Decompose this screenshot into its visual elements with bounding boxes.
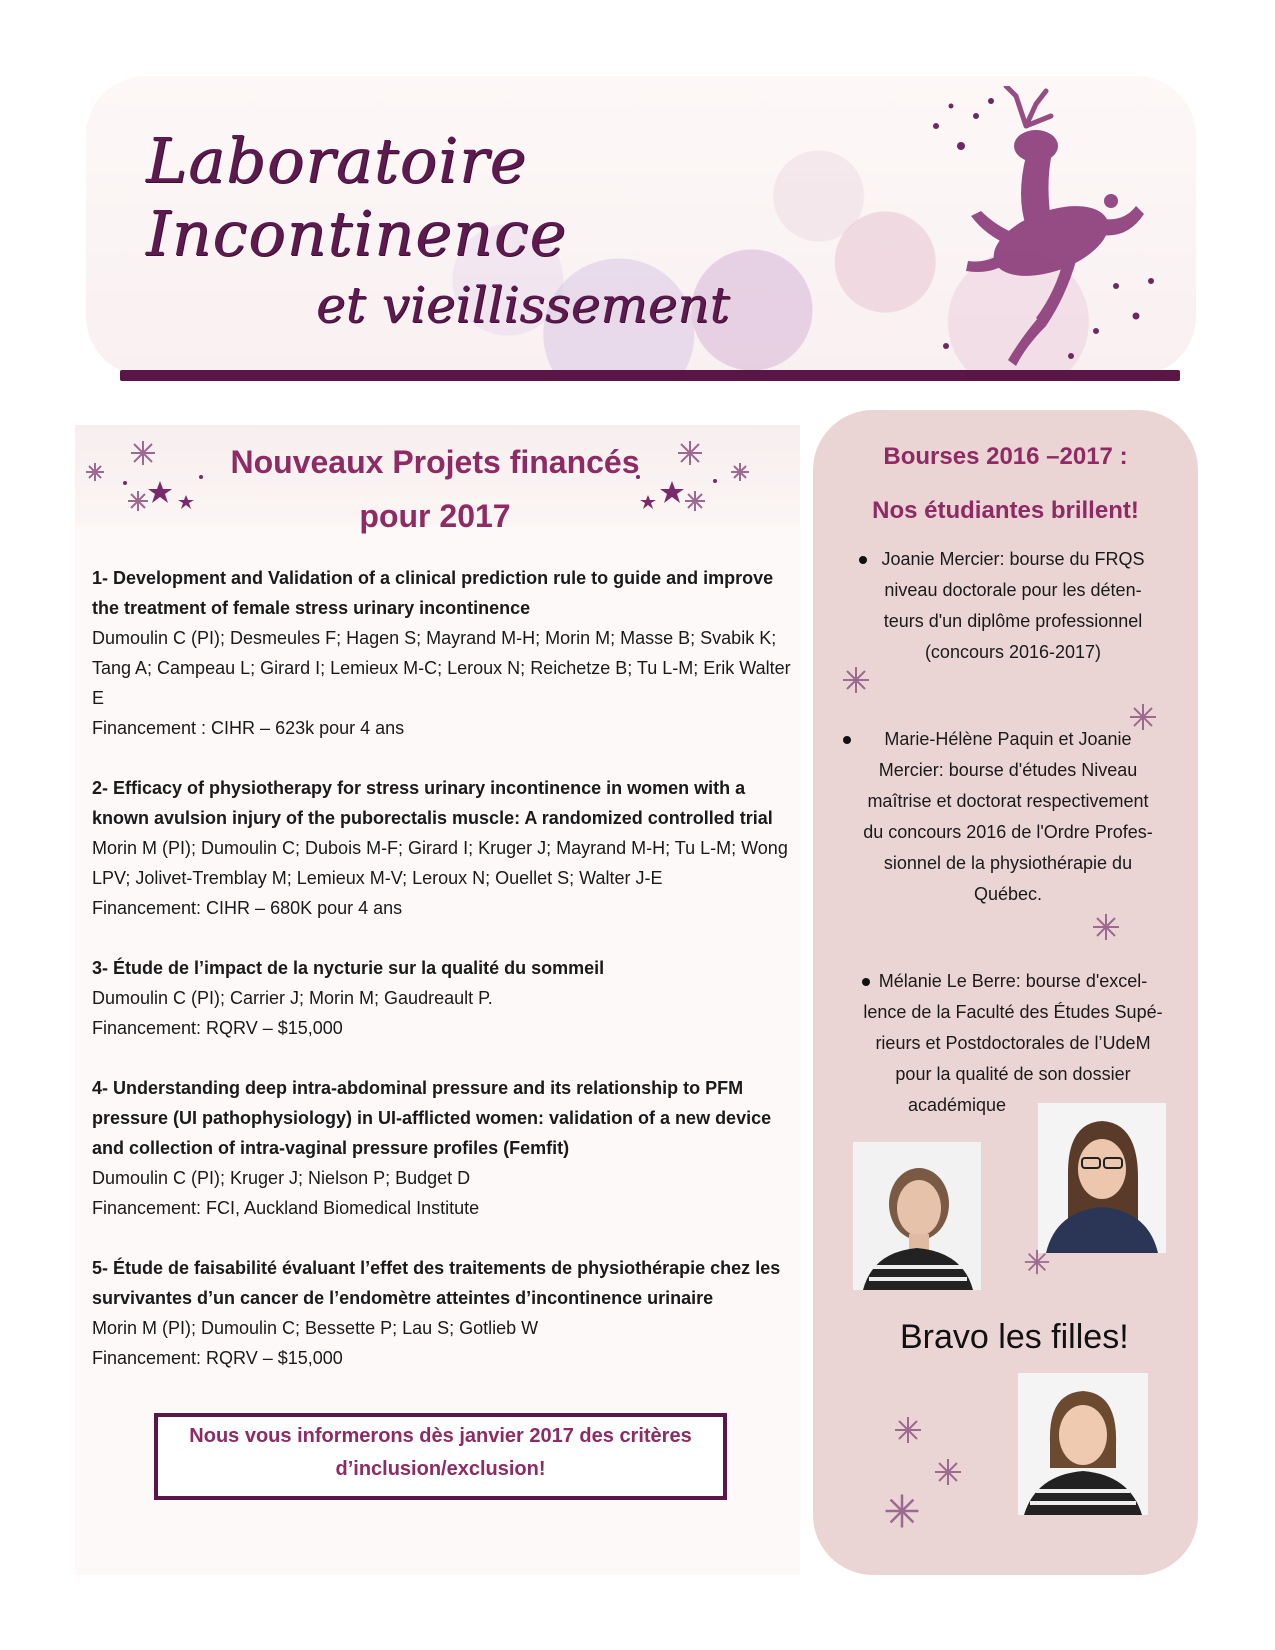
projects-list: [92, 563, 792, 1403]
project-funding: Financement: FCI, Auckland Biomedical Institute: [92, 1198, 480, 1218]
student-photo: [1038, 1103, 1166, 1253]
project-item: [92, 1253, 792, 1373]
banner-title-line2: et vieillissement: [316, 276, 730, 334]
projects-panel: [75, 425, 800, 1575]
project-title: 5- Étude de faisabilité évaluant l’effet des traitements de physiothérapie chez les survivantes d’un cancer de l’endomètre atteintes d’incontinence urinaire: [92, 1258, 781, 1308]
scholarships-panel: [813, 410, 1198, 1575]
project-authors: Dumoulin C (PI); Kruger J; Nielson P; Budget D: [92, 1168, 471, 1188]
project-title: 1- Development and Validation of a clinical prediction rule to guide and improve the treatment of female stress urinary incontinence: [92, 568, 774, 618]
snowflake-icon: [893, 1415, 923, 1445]
bravo-message: Bravo les filles!: [900, 1318, 1129, 1356]
bullet-icon: [862, 978, 870, 986]
student-portrait-icon: [1018, 1373, 1148, 1515]
project-title: 2- Efficacy of physiotherapy for stress urinary incontinence in women with a known avulsion injury of the puborectalis muscle: A randomized controlled trial: [92, 778, 773, 828]
inclusion-notice-box: Nous vous informerons dès janvier 2017 des critères d’inclusion/exclusion!: [154, 1413, 727, 1500]
banner-divider: [120, 370, 1180, 381]
snowflake-icon: [1128, 702, 1158, 732]
scholarships-heading: Bourses 2016 –2017 : Nos étudiantes brillent!: [872, 443, 1139, 524]
project-funding: Financement: RQRV – $15,000: [92, 1018, 343, 1038]
project-authors: Dumoulin C (PI); Carrier J; Morin M; Gaudreault P.: [92, 988, 493, 1008]
project-item: [92, 1073, 792, 1223]
project-funding: Financement: CIHR – 680K pour 4 ans: [92, 898, 403, 918]
student-photo: [1018, 1373, 1148, 1515]
project-item: [92, 953, 792, 1043]
award-item: Mélanie Le Berre: bourse d'excel- lence de la Faculté des Études Supé- rieurs et Postdoctorales de l’UdeM pour la qualité de son dossier académique: [863, 971, 1163, 1115]
project-title: 3- Étude de l’impact de la nycturie sur la qualité du sommeil: [92, 958, 605, 978]
banner-title-line1: Laboratoire Incontinence: [146, 124, 568, 270]
snowflake-icon: [933, 1457, 963, 1487]
project-item: [92, 563, 792, 743]
bullet-icon: [859, 556, 867, 564]
reindeer-icon: [876, 86, 1176, 376]
projects-heading: Nouveaux Projets financés pour 2017: [230, 444, 640, 534]
project-item: [92, 773, 792, 923]
project-funding: Financement: RQRV – $15,000: [92, 1348, 343, 1368]
project-authors: Morin M (PI); Dumoulin C; Bessette P; Lau S; Gotlieb W: [92, 1318, 539, 1338]
project-funding: Financement : CIHR – 623k pour 4 ans: [92, 718, 405, 738]
project-title: 4- Understanding deep intra-abdominal pressure and its relationship to PFM pressure (UI pathophysiology) in UI-afflicted women: validation of a new device and collection of intra-vaginal pressure profiles (Femfit): [92, 1078, 772, 1158]
bullet-icon: [843, 736, 851, 744]
student-portrait-icon: [853, 1142, 981, 1290]
award-item: Marie-Hélène Paquin et Joanie Mercier: bourse d'études Niveau maîtrise et doctorat respectivement du concours 2016 de l'Ordre Profes- sionnel de la physiothérapie du Québec.: [833, 724, 1183, 910]
project-authors: Morin M (PI); Dumoulin C; Dubois M-F; Girard I; Kruger J; Mayrand M-H; Tu L-M; Wong LPV; Jolivet-Tremblay M; Lemieux M-V; Leroux N; Ouellet S; Walter J-E: [92, 838, 788, 888]
snowflake-stars-icon: [83, 433, 213, 523]
student-portrait-icon: [1038, 1103, 1166, 1253]
project-authors: Dumoulin C (PI); Desmeules F; Hagen S; Mayrand M-H; Morin M; Masse B; Svabik K; Tang A; Campeau L; Girard I; Lemieux M-C; Leroux N; Reichetze B; Tu L-M; Erik Walter E: [92, 628, 791, 708]
header-banner: [86, 76, 1196, 376]
snowflake-icon: [883, 1492, 921, 1530]
snowflake-icon: [1091, 912, 1121, 942]
award-item: Joanie Mercier: bourse du FRQS niveau doctorale pour les déten- teurs d'un diplôme professionnel (concours 2016-2017): [843, 544, 1183, 668]
student-photo: [853, 1142, 981, 1290]
projects-header: [75, 425, 800, 534]
snowflake-icon: [841, 665, 871, 695]
